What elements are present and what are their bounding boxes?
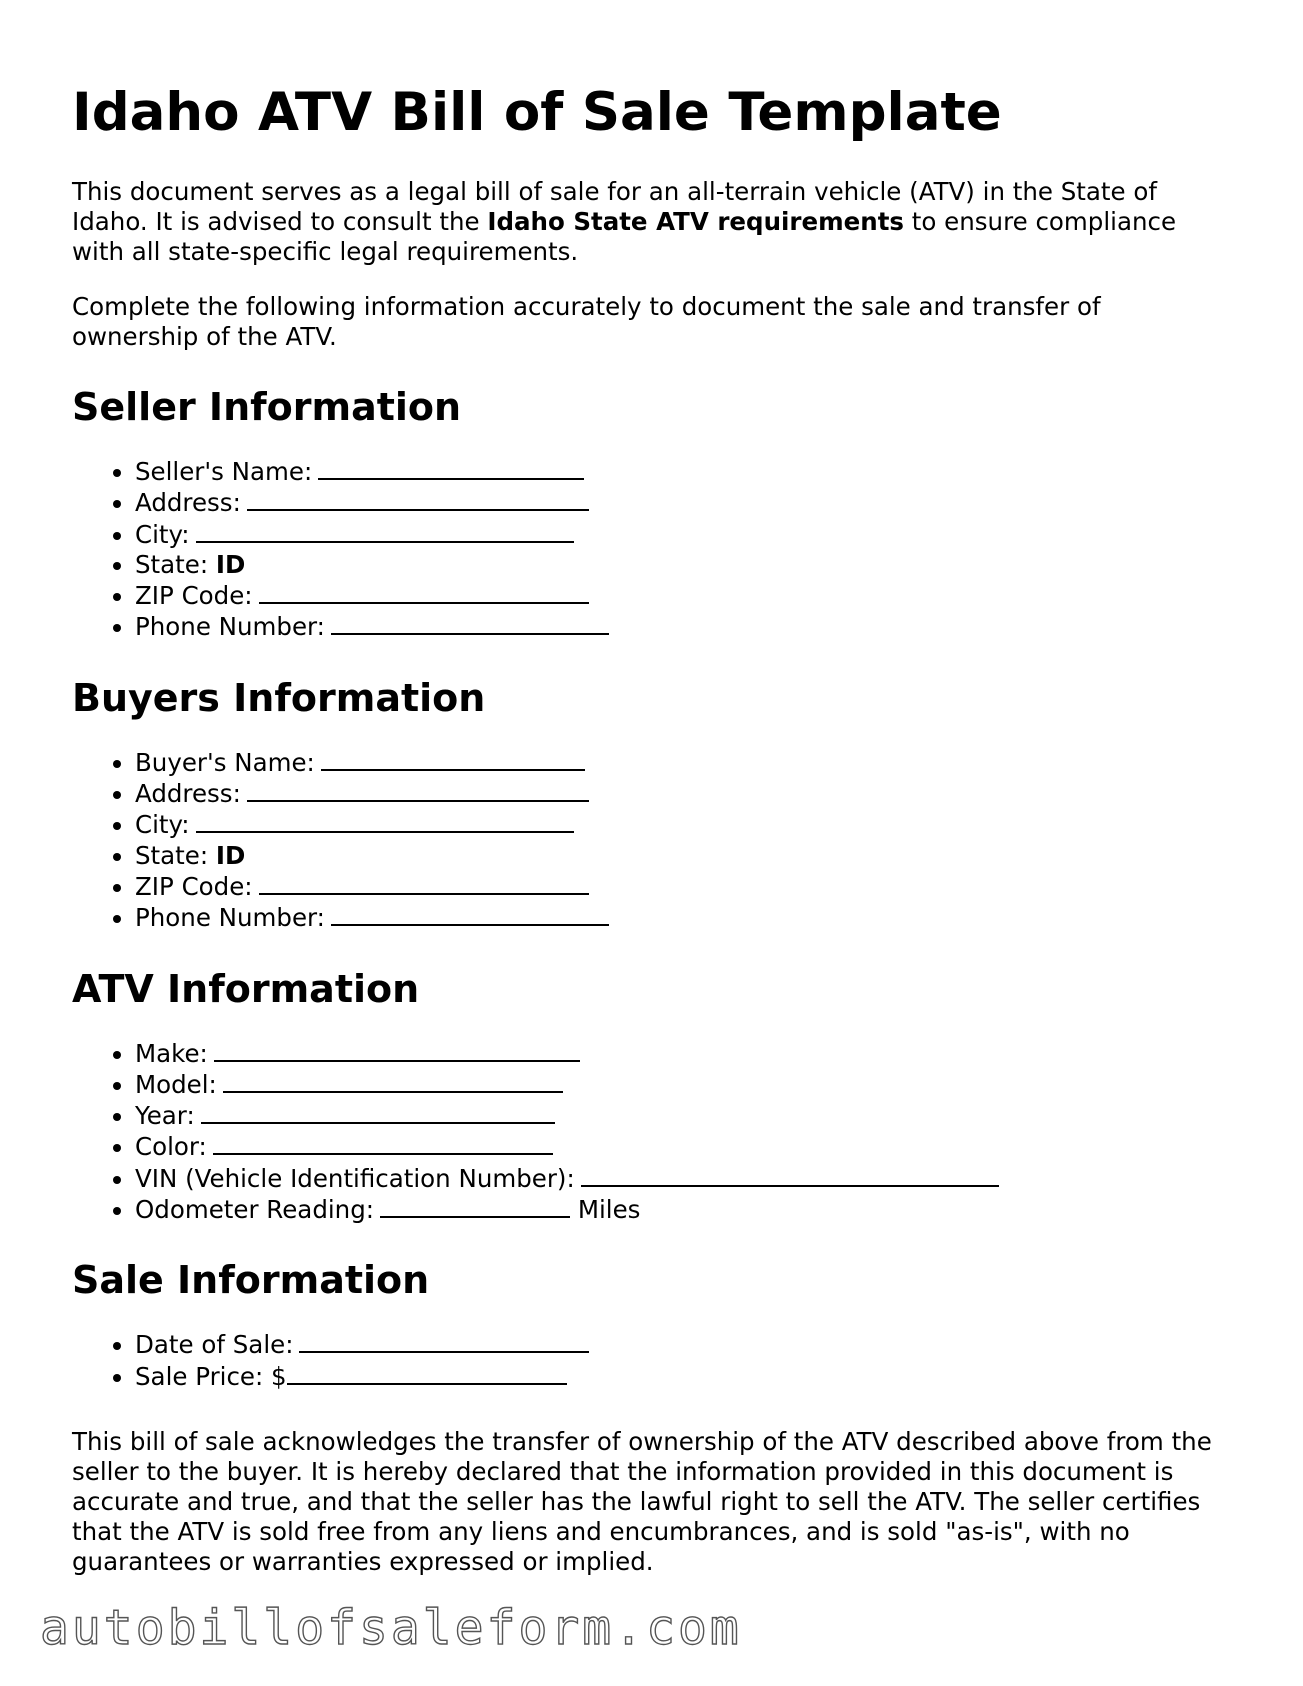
buyer-name-label: Buyer's Name: xyxy=(135,747,315,777)
sale-date-blank[interactable] xyxy=(299,1329,589,1353)
seller-city-label: City: xyxy=(135,519,190,549)
buyer-name-blank[interactable] xyxy=(321,747,585,771)
seller-field-list xyxy=(72,456,1232,643)
buyer-address-blank[interactable] xyxy=(247,778,589,802)
intro-text-start: This document serves as a legal bill of sale for an all-terrain vehicle (ATV) in the State of Idaho. It is advised to consult the xyxy=(72,177,1158,236)
seller-name-label: Seller's Name: xyxy=(135,457,313,486)
atv-vin-item xyxy=(135,1163,1232,1194)
atv-year-item xyxy=(135,1100,1232,1131)
atv-year-blank[interactable] xyxy=(201,1100,555,1124)
seller-name-item xyxy=(135,456,1232,487)
seller-name-blank[interactable] xyxy=(318,456,584,480)
seller-phone-blank[interactable] xyxy=(331,611,609,635)
seller-phone-item xyxy=(135,611,1232,642)
buyer-city-blank[interactable] xyxy=(196,809,574,833)
intro-paragraph xyxy=(72,177,1232,267)
instruction-paragraph: Complete the following information accurately to document the sale and transfer of ownership of the ATV. xyxy=(72,292,1101,351)
seller-address-item xyxy=(135,487,1232,518)
buyer-state-item xyxy=(135,841,1232,871)
atv-field-list xyxy=(72,1038,1232,1226)
atv-heading: ATV Information xyxy=(72,966,420,1011)
buyer-zip-label: ZIP Code: xyxy=(135,871,253,901)
buyer-state-value: ID xyxy=(215,840,246,870)
atv-color-label: Color: xyxy=(135,1132,207,1162)
buyer-heading: Buyers Information xyxy=(72,675,486,720)
buyer-city-label: City: xyxy=(135,810,190,840)
sale-date-label: Date of Sale: xyxy=(135,1330,294,1360)
sale-price-item xyxy=(135,1361,1232,1392)
intro-requirements-emphasis: Idaho State ATV requirements xyxy=(487,207,904,236)
intro-text-end: to ensure compliance with all state-specific legal requirements. xyxy=(72,207,1177,266)
buyer-address-label: Address: xyxy=(135,779,241,809)
seller-zip-item xyxy=(135,580,1232,611)
atv-odometer-blank[interactable] xyxy=(380,1194,570,1218)
atv-color-blank[interactable] xyxy=(213,1131,553,1155)
buyer-address-item xyxy=(135,778,1232,809)
buyer-phone-blank[interactable] xyxy=(331,902,609,926)
buyer-phone-label: Phone Number: xyxy=(135,903,325,933)
atv-model-item xyxy=(135,1069,1232,1100)
buyer-name-item xyxy=(135,747,1232,778)
atv-odometer-unit: Miles xyxy=(577,1195,641,1225)
buyer-zip-item xyxy=(135,871,1232,902)
seller-address-blank[interactable] xyxy=(247,487,589,511)
seller-address-label: Address: xyxy=(135,488,241,518)
seller-state-label: State: xyxy=(135,549,209,579)
atv-model-label: Model: xyxy=(135,1069,217,1099)
sale-heading: Sale Information xyxy=(72,1258,430,1303)
page-title: Idaho ATV Bill of Sale Template xyxy=(72,82,1002,143)
seller-phone-label: Phone Number: xyxy=(135,612,325,642)
atv-year-label: Year: xyxy=(135,1101,195,1131)
atv-color-item xyxy=(135,1131,1232,1162)
atv-model-blank[interactable] xyxy=(223,1069,563,1093)
sale-field-list xyxy=(72,1329,1232,1392)
buyer-phone-item xyxy=(135,902,1232,933)
buyer-state-label: State: xyxy=(135,840,209,870)
site-watermark: autobillofsaleform.com xyxy=(40,1600,742,1656)
document-page xyxy=(72,82,1232,1577)
buyer-city-item xyxy=(135,809,1232,840)
closing-paragraph: This bill of sale acknowledges the transfer of ownership of the ATV described above from the seller to the buyer. It is hereby declared that the information provided in this document is accurate and true, and that the seller has the lawful right to sell the ATV. The seller certifies that the ATV is sold free from any liens and encumbrances, and is sold "as-is", with no guarantees or warranties expressed or implied. xyxy=(72,1426,1212,1576)
seller-city-item xyxy=(135,519,1232,550)
buyer-zip-blank[interactable] xyxy=(259,871,589,895)
seller-zip-blank[interactable] xyxy=(259,580,589,604)
seller-city-blank[interactable] xyxy=(196,519,574,543)
seller-zip-label: ZIP Code: xyxy=(135,581,253,611)
atv-odometer-label: Odometer Reading: xyxy=(135,1195,375,1225)
sale-date-item xyxy=(135,1329,1232,1360)
atv-make-item xyxy=(135,1038,1232,1069)
sale-price-label: Sale Price: $ xyxy=(135,1361,287,1391)
atv-make-blank[interactable] xyxy=(214,1038,580,1062)
seller-heading: Seller Information xyxy=(72,385,462,429)
buyer-field-list xyxy=(72,747,1232,934)
atv-make-label: Make: xyxy=(135,1038,208,1068)
atv-odometer-item xyxy=(135,1194,1232,1225)
seller-state-item xyxy=(135,550,1232,580)
seller-state-value: ID xyxy=(215,549,246,579)
atv-vin-blank[interactable] xyxy=(581,1163,999,1187)
sale-price-blank[interactable] xyxy=(287,1361,567,1385)
atv-vin-label: VIN (Vehicle Identification Number): xyxy=(135,1163,575,1193)
